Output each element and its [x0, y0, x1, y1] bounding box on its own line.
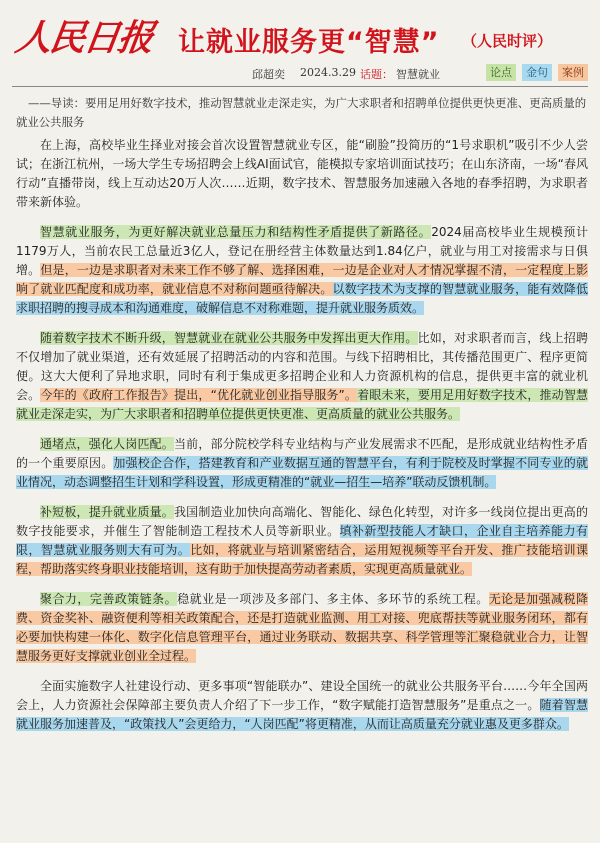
highlighted-text: 补短板，提升就业质量。 [40, 505, 174, 519]
highlighted-text: 通堵点，强化人岗匹配。 [40, 437, 174, 451]
paragraph-text: 稳就业是一项涉及多部门、多主体、多环节的系统工程。 [177, 592, 489, 606]
highlighted-text: 智慧就业服务，为更好解决就业总量压力和结构性矛盾提供了新路径。 [40, 225, 432, 239]
paragraph-text: 比如，对求职者而言，线上招聘不仅增加了就业渠道，还有效延展了招聘活动的内容和范围。与线下招聘相比，其传播范围更广、程序更简便。这大大便利了异地求职，同时有利于集成更多招聘企业和人力资源机构的信息，提供更丰富的就业机会。 [16, 331, 588, 402]
masthead [10, 6, 590, 66]
paragraph-text: 当前，部分院校学科专业结构与产业发展需求不匹配，是形成就业结构性矛盾的一个重要原因。 [16, 437, 588, 470]
paragraph [16, 435, 588, 492]
intro-guide: ——导读：要用足用好数字技术，推动智慧就业走深走实，为广大求职者和招聘单位提供更快更准、更高质量的就业公共服务 [16, 96, 587, 129]
paragraph-text: 在上海，高校毕业生择业对接会首次设置智慧就业专区，能“刷脸”投简历的“1号求职机”吸引不少人尝试；在浙江杭州，一场大学生专场招聘会上线AI面试官，能模拟专家培训面试技巧；在山东济南，一场“春风行动”直播带岗，线上互动达20万人次……近期，数字技术、智慧服务加速融入各地的春季招聘，为求职者带来新体验。 [16, 138, 588, 209]
highlighted-text: 无论是加强减税降费、资金奖补、融资便利等相关政策配合，还是打造就业监测、用工对接、兜底帮扶等就业服务闭环，都有必要加快构建一体化、数字化信息管理平台，通过业务联动、数据共享、科学管理等汇聚稳就业合力，让智慧服务更好支撑就业创业全过程。 [16, 592, 588, 663]
paragraph-text: 我国制造业加快向高端化、智能化、绿色化转型，对许多一线岗位提出更高的数字技能要求，并催生了智能制造工程技术人员等新职业。 [16, 505, 588, 538]
legend-tag-case: 案例 [558, 64, 588, 81]
paragraph [16, 503, 588, 579]
header-divider [12, 86, 588, 87]
paragraph [16, 136, 588, 212]
topic: 智慧就业 [396, 68, 440, 81]
newspaper-logo: 人民日报 [12, 17, 155, 59]
paragraph [16, 223, 588, 318]
topic-label: 话题： [360, 68, 393, 81]
paragraph [16, 590, 588, 666]
highlighted-text: 随着智慧就业服务加速普及，“政策找人”会更给力，“人岗匹配”将更精准，从而让高质量充分就业惠及更多群众。 [16, 698, 588, 731]
highlighted-text: 随着数字技术不断升级，智慧就业在就业公共服务中发挥出更大作用。 [40, 331, 418, 345]
column-name: （人民时评） [462, 32, 553, 50]
article-body [16, 94, 588, 745]
publish-date: 2024.3.29 [300, 66, 356, 79]
highlighted-text: 以数字技术为支撑的智慧就业服务，能有效降低求职招聘的搜寻成本和沟通难度，破解信息不对称难题，提升就业服务质效。 [16, 282, 588, 315]
paragraph-list [16, 136, 588, 734]
meta-bar [0, 64, 600, 84]
highlighted-text: 加强校企合作，搭建教育和产业数据互通的智慧平台，有利于院校及时掌握不同专业的就业情况，动态调整招生计划和学科设置，形成更精准的“就业—招生—培养”联动反馈机制。 [16, 456, 588, 489]
legend-tag-argument: 论点 [486, 64, 516, 81]
paragraph-text: 2024届高校毕业生规模预计1179万人，当前农民工总量近3亿人，登记在册经营主体数量达到1.84亿户，就业与用工对接需求与日俱增。 [16, 225, 588, 277]
paragraph [16, 329, 588, 424]
highlighted-text: 着眼未来，要用足用好数字技术，推动智慧就业走深走实，为广大求职者和招聘单位提供更快更准、更高质量的就业公共服务。 [16, 388, 588, 421]
highlighted-text: 填补新型技能人才缺口，企业自主培养能力有限，智慧就业服务则大有可为。 [16, 524, 588, 557]
highlighted-text: 聚合力，完善政策链条。 [40, 592, 178, 606]
highlighted-text: 今年的《政府工作报告》提出，“优化就业创业指导服务”。 [40, 388, 358, 402]
paragraph [16, 677, 588, 734]
author: 邱超奕 [252, 68, 285, 81]
highlighted-text: 但是，一边是求职者对未来工作不够了解、选择困难，一边是企业对人才情况掌握不清，一定程度上影响了就业匹配度和成功率，就业信息不对称问题亟待解决。 [16, 263, 588, 296]
article-headline: 让就业服务更“智慧” [178, 27, 440, 58]
legend-tag-quote: 金句 [522, 64, 552, 81]
highlighted-text: 比如，将就业与培训紧密结合，运用短视频等平台开发、推广技能培训课程，帮助落实终身职业技能培训，这有助于加快提高劳动者素质，实现更高质量就业。 [16, 543, 588, 576]
paragraph-text: 全面实施数字人社建设行动、更多事项“智能联办”、建设全国统一的就业公共服务平台……今年全国两会上，人力资源社会保障部主要负责人介绍了下一步工作，“数字赋能打造智慧服务”是重点之一。 [16, 679, 588, 712]
